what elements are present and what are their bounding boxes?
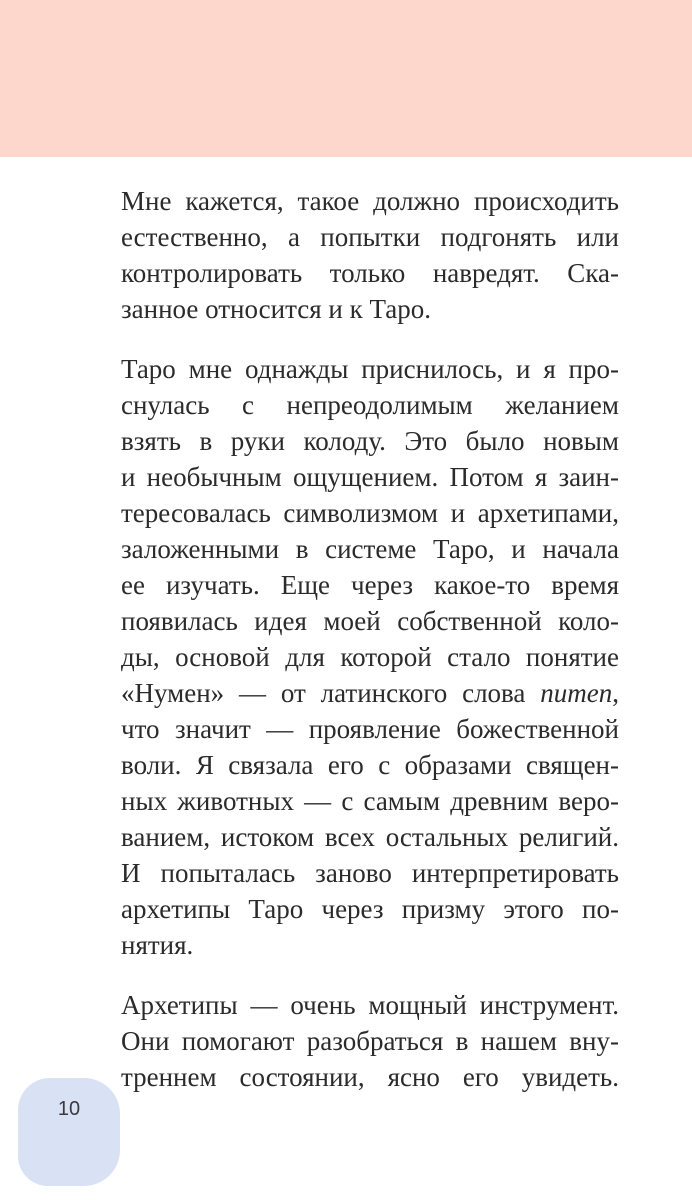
paragraph-gap (121, 963, 619, 987)
paragraph-gap (121, 327, 619, 351)
text-line: И попыталась заново интерпретировать (121, 858, 619, 888)
page-number-badge (18, 1078, 120, 1186)
text-line: Таро мне однажды приснилось, и я про- (121, 354, 619, 384)
text-line: Архетипы — очень мощный инструмент. (121, 990, 619, 1020)
text-segment: , (612, 678, 619, 708)
text-line: Они помогают разобраться в нашем вну- (121, 1026, 619, 1056)
text-segment: «Нумен» — от латинского слова (121, 678, 541, 708)
text-line: ее изучать. Еще через какое-то время (121, 570, 619, 600)
page-number: 10 (57, 1098, 81, 1120)
text-line-with-italic (121, 675, 619, 711)
text-line: заложенными в системе Таро, и начала (121, 534, 619, 564)
text-line: что значит — проявление божественной (121, 714, 619, 744)
header-color-band (0, 0, 692, 157)
latin-word: numen (540, 678, 613, 708)
paragraph-3 (121, 987, 619, 1095)
text-line: снулась с непреодолимым желанием (121, 390, 619, 420)
text-line: архетипы Таро через призму этого по- (121, 894, 619, 924)
text-line: тересовалась символизмом и архетипами, (121, 498, 619, 528)
text-line: ванием, истоком всех остальных религий. (121, 822, 619, 852)
text-line: нятия. (121, 930, 194, 960)
text-line: и необычным ощущением. Потом я заин- (121, 462, 619, 492)
text-line: ды, основой для которой стало понятие (121, 642, 619, 672)
paragraph-2 (121, 351, 619, 963)
text-line: появилась идея моей собственной коло- (121, 606, 619, 636)
text-line: Мне кажется, такое должно происходить (121, 186, 619, 216)
body-text (121, 183, 619, 1095)
text-line: контролировать только навредят. Ска- (121, 258, 619, 288)
paragraph-1 (121, 183, 619, 327)
text-line: занное относится и к Таро. (121, 294, 432, 324)
text-line: естественно, а попытки подгонять или (121, 222, 619, 252)
text-line: взять в руки колоду. Это было новым (121, 426, 619, 456)
text-line: ных животных — с самым древним веро- (121, 786, 619, 816)
text-line: воли. Я связала его с образами священ- (121, 750, 619, 780)
text-line: треннем состоянии, ясно его увидеть. (121, 1062, 619, 1092)
